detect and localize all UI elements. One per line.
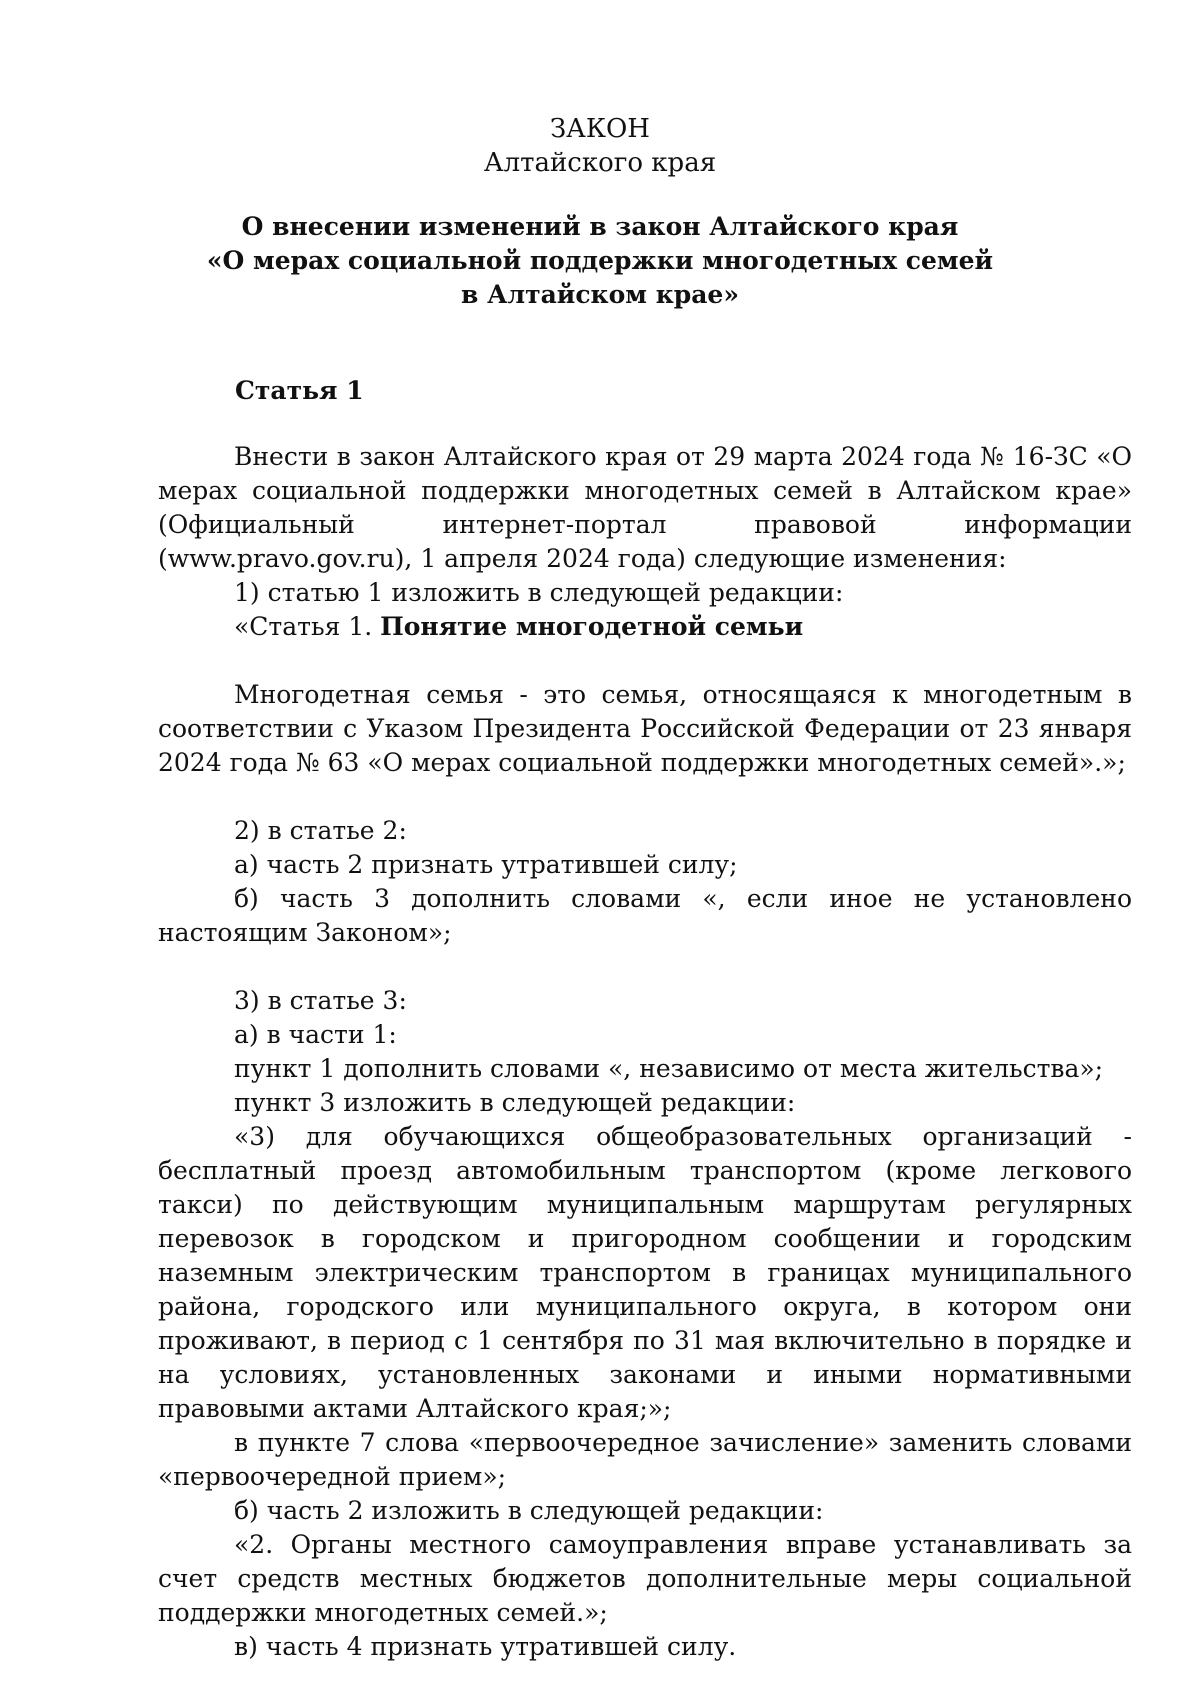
item-2b: б) часть 3 дополнить словами «, если иное не установлено настоящим Законом»; — [158, 884, 1132, 947]
quote-prefix: «Статья 1. — [234, 612, 381, 641]
quote-title: Понятие многодетной семьи — [380, 612, 804, 641]
intro-paragraph: Внести в закон Алтайского края от 29 марта 2024 года № 16-ЗС «О мерах социальной поддержки многодетных семей в Алтайском крае» (Официальный интернет-портал правовой информации (www.pravo.gov.ru), 1 апреля 2024 года) следующие изменения: — [158, 442, 1132, 573]
item-3a-point-3: пункт 3 изложить в следующей редакции: — [234, 1088, 796, 1117]
item-3a-point-1: пункт 1 дополнить словами «, независимо от места жительства»; — [234, 1054, 1104, 1083]
document-region: Алтайского края — [483, 148, 717, 178]
article-body — [158, 440, 1132, 1664]
item-3b-text: «2. Органы местного самоуправления вправе устанавливать за счет средств местных бюджетов дополнительные меры социальной поддержки многодетных семей.»; — [158, 1530, 1132, 1627]
document-type: ЗАКОН — [549, 114, 650, 144]
title-line-1: О внесении изменений в закон Алтайского края — [241, 212, 959, 241]
item-1-quote-heading — [158, 610, 1132, 644]
definition-paragraph: Многодетная семья - это семья, относящаяся к многодетным в соответствии с Указом Президента Российской Федерации от 23 января 2024 года № 63 «О мерах социальной поддержки многодетных семей».»; — [158, 680, 1132, 777]
item-2: 2) в статье 2: — [234, 816, 407, 845]
item-3: 3) в статье 3: — [234, 986, 407, 1015]
item-3c: в) часть 4 признать утратившей силу. — [234, 1632, 737, 1661]
item-3a-point-3-text: «3) для обучающихся общеобразовательных организаций - бесплатный проезд автомобильным транспортом (кроме легкового такси) по действующим муниципальным маршрутам регулярных перевозок в городском и пригородном сообщении и городским наземным электрическим транспортом в границах муниципального района, городского или муниципального округа, в котором они проживают, в период с 1 сентября по 31 мая включительно в порядке и на условиях, установленных законами и иными нормативными правовыми актами Алтайского края;»; — [158, 1122, 1132, 1423]
item-2a: а) часть 2 признать утратившей силу; — [234, 850, 738, 879]
title-line-2: «О мерах социальной поддержки многодетных семей — [206, 246, 994, 275]
law-title — [0, 210, 1200, 312]
item-1: 1) статью 1 изложить в следующей редакции: — [234, 578, 844, 607]
title-line-3: в Алтайском крае» — [461, 280, 739, 309]
article-heading: Статья 1 — [235, 376, 364, 405]
item-3a: а) в части 1: — [234, 1020, 397, 1049]
item-3a-point-7: в пункте 7 слова «первоочередное зачисление» заменить словами «первоочередной прием»; — [158, 1428, 1132, 1491]
item-3b: б) часть 2 изложить в следующей редакции: — [234, 1496, 824, 1525]
